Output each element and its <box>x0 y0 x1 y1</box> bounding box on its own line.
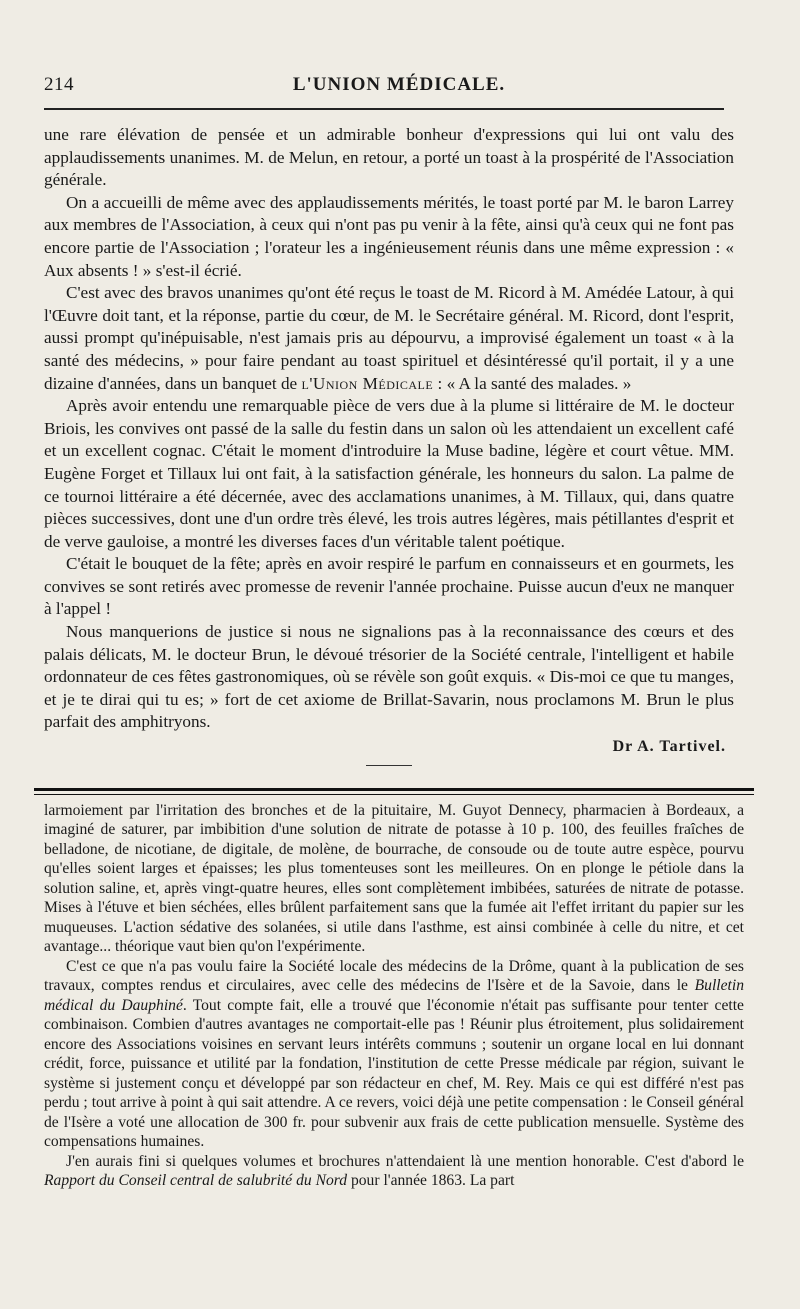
paragraph: une rare élévation de pensée et un admirable bonheur d'expressions qui lui ont valu des applaudissements unanimes. M. de Melun, en retour, a porté un toast à la prospérité de l'Association générale. <box>44 125 734 190</box>
paragraph <box>44 1152 744 1191</box>
author-signature: Dr A. Tartivel. <box>612 738 726 756</box>
page-number: 214 <box>44 74 74 95</box>
paragraph: Nous manquerions de justice si nous ne signalions pas à la reconnaissance des cœurs et des palais délicats, M. le docteur Brun, le dévoué trésorier de la Société centrale, l'intelligent et habile ordonnateur de ces fêtes gastronomiques, où se révèle son goût exquis. « Dis-moi ce que tu manges, et je te dirai qui tu es; » fort de cet axiome de Brillat-Savarin, nous proclamons M. Brun le plus parfait des amphitryons. <box>44 622 734 732</box>
paragraph-text: pour l'année 1863. La part <box>347 1172 515 1190</box>
feuilleton-rule <box>34 788 754 795</box>
paragraph <box>44 957 744 1152</box>
page <box>44 70 754 1191</box>
section-divider <box>366 765 412 766</box>
journal-title: Bulletin médical du Dauphiné <box>44 977 744 1014</box>
page-header <box>44 70 754 96</box>
paragraph: C'était le bouquet de la fête; après en avoir respiré le parfum en connaisseurs et en gourmets, les convives se sont retirés avec promesse de revenir l'année prochaine. Puisse aucun d'eux ne manquer à l'appel ! <box>44 554 734 619</box>
paragraph: larmoiement par l'irritation des bronches et de la pituitaire, M. Guyot Dennecy, pharmacien à Bordeaux, a imaginé de saturer, par imbibition d'une solution de nitrate de potasse à 10 p. 100, des feuilles fraîches de belladone, de nicotiane, de digitale, de molène, de bourrache, de consoude ou de toute autre espèce, pourvu qu'elles soient larges et épaisses; les plus tomenteuses sont les meilleures. On en plonge le pétiole dans la solution saline, et, après vingt-quatre heures, elles sont complètement imbibées, saturées de nitrate de potasse. Mises à l'étuve et bien séchées, elles brûlent parfaitement sans que la fumée ait l'effet irritant du papier sur les muqueuses. L'action sédative des solanées, si utile dans l'asthme, est ainsi combinée à celle du nitre, et cet avantage... théorique vaut bien qu'on l'expérimente. <box>44 801 744 956</box>
paragraph-text: J'en aurais fini si quelques volumes et brochures n'attendaient là une mention honorable. C'est d'abord le <box>66 1152 744 1170</box>
paragraph-text: . Tout compte fait, elle a trouvé que l'économie n'était pas suffisante pour tenter cette combinaison. Combien d'autres avantages ne comportait-elle pas ! Réunir plus étroitement, plus solidairement encore des Associations voisines en servant leurs intérêts communs ; soutenir un organe local en lui donnant crédit, force, puissance et utilité par la fondation, l'institution de cette Presse médicale par région, suivant le système si justement conçu et développé par son rédacteur en chef, M. Rey. Mais ce qui est différé n'est pas perdu ; tout arrive à point à qui sait attendre. A ce revers, voici déjà une petite compensation : le Conseil général de l'Isère a voté une allocation de 300 fr. pour subvenir aux frais de cette publication mensuelle. Système des compensations humaines. <box>44 996 744 1151</box>
feuilleton-text <box>44 801 744 1191</box>
paragraph: On a accueilli de même avec des applaudissements mérités, le toast porté par M. le baron Larrey aux membres de l'Association, à ceux qui n'ont pas pu venir à la fête, ainsi qu'à ceux qui ne font pas encore partie de l'Association ; l'orateur les a ingénieusement réunis dans une même expression : « Aux absents ! » s'est-il écrié. <box>44 192 734 280</box>
main-article <box>44 124 734 766</box>
paragraph: Après avoir entendu une remarquable pièce de vers due à la plume si littéraire de M. le docteur Briois, les convives ont passé de la salle du festin dans un salon où les attendaient un excellent café et un excellent cognac. C'était le moment d'introduire la Muse badine, légère et court vêtue. MM. Eugène Forget et Tillaux lui ont fait, à la satisfaction générale, les honneurs du salon. La palme de ce tournoi littéraire a été décernée, avec des acclamations unanimes, à M. Tillaux, qui, dans quatre pièces successives, dont une d'un ordre très élevé, les trois autres légères, mais pétillantes d'esprit et de verve gauloise, a montré les diverses faces d'un véritable talent poétique. <box>44 396 734 551</box>
journal-title: l'Union Médicale <box>301 373 434 393</box>
header-rule <box>44 108 724 110</box>
paragraph-text: : « A la santé des malades. » <box>433 373 632 393</box>
report-title: Rapport du Conseil central de salubrité du Nord <box>44 1172 348 1190</box>
paragraph-text: C'est ce que n'a pas voulu faire la Société locale des médecins de la Drôme, quant à la publication de ses travaux, comptes rendus et circulaires, avec celle des médecins de l'Isère et de la Savoie, dans le <box>44 957 744 995</box>
paragraph <box>44 282 734 395</box>
running-title: L'UNION MÉDICALE. <box>292 74 506 95</box>
paragraph-text: C'est avec des bravos unanimes qu'ont été reçus le toast de M. Ricord à M. Amédée Latour, à qui l'Œuvre doit tant, et la réponse, partie du cœur, de M. le Secrétaire général. M. Ricord, dont l'esprit, aussi prompt qu'inépuisable, n'est jamais pris au dépourvu, a improvisé également un toast « à la santé des médecins, » pour faire pendant au toast spirituel et désintéressé qu'il portait, il y a une dizaine d'années, dans un banquet de <box>44 283 734 393</box>
